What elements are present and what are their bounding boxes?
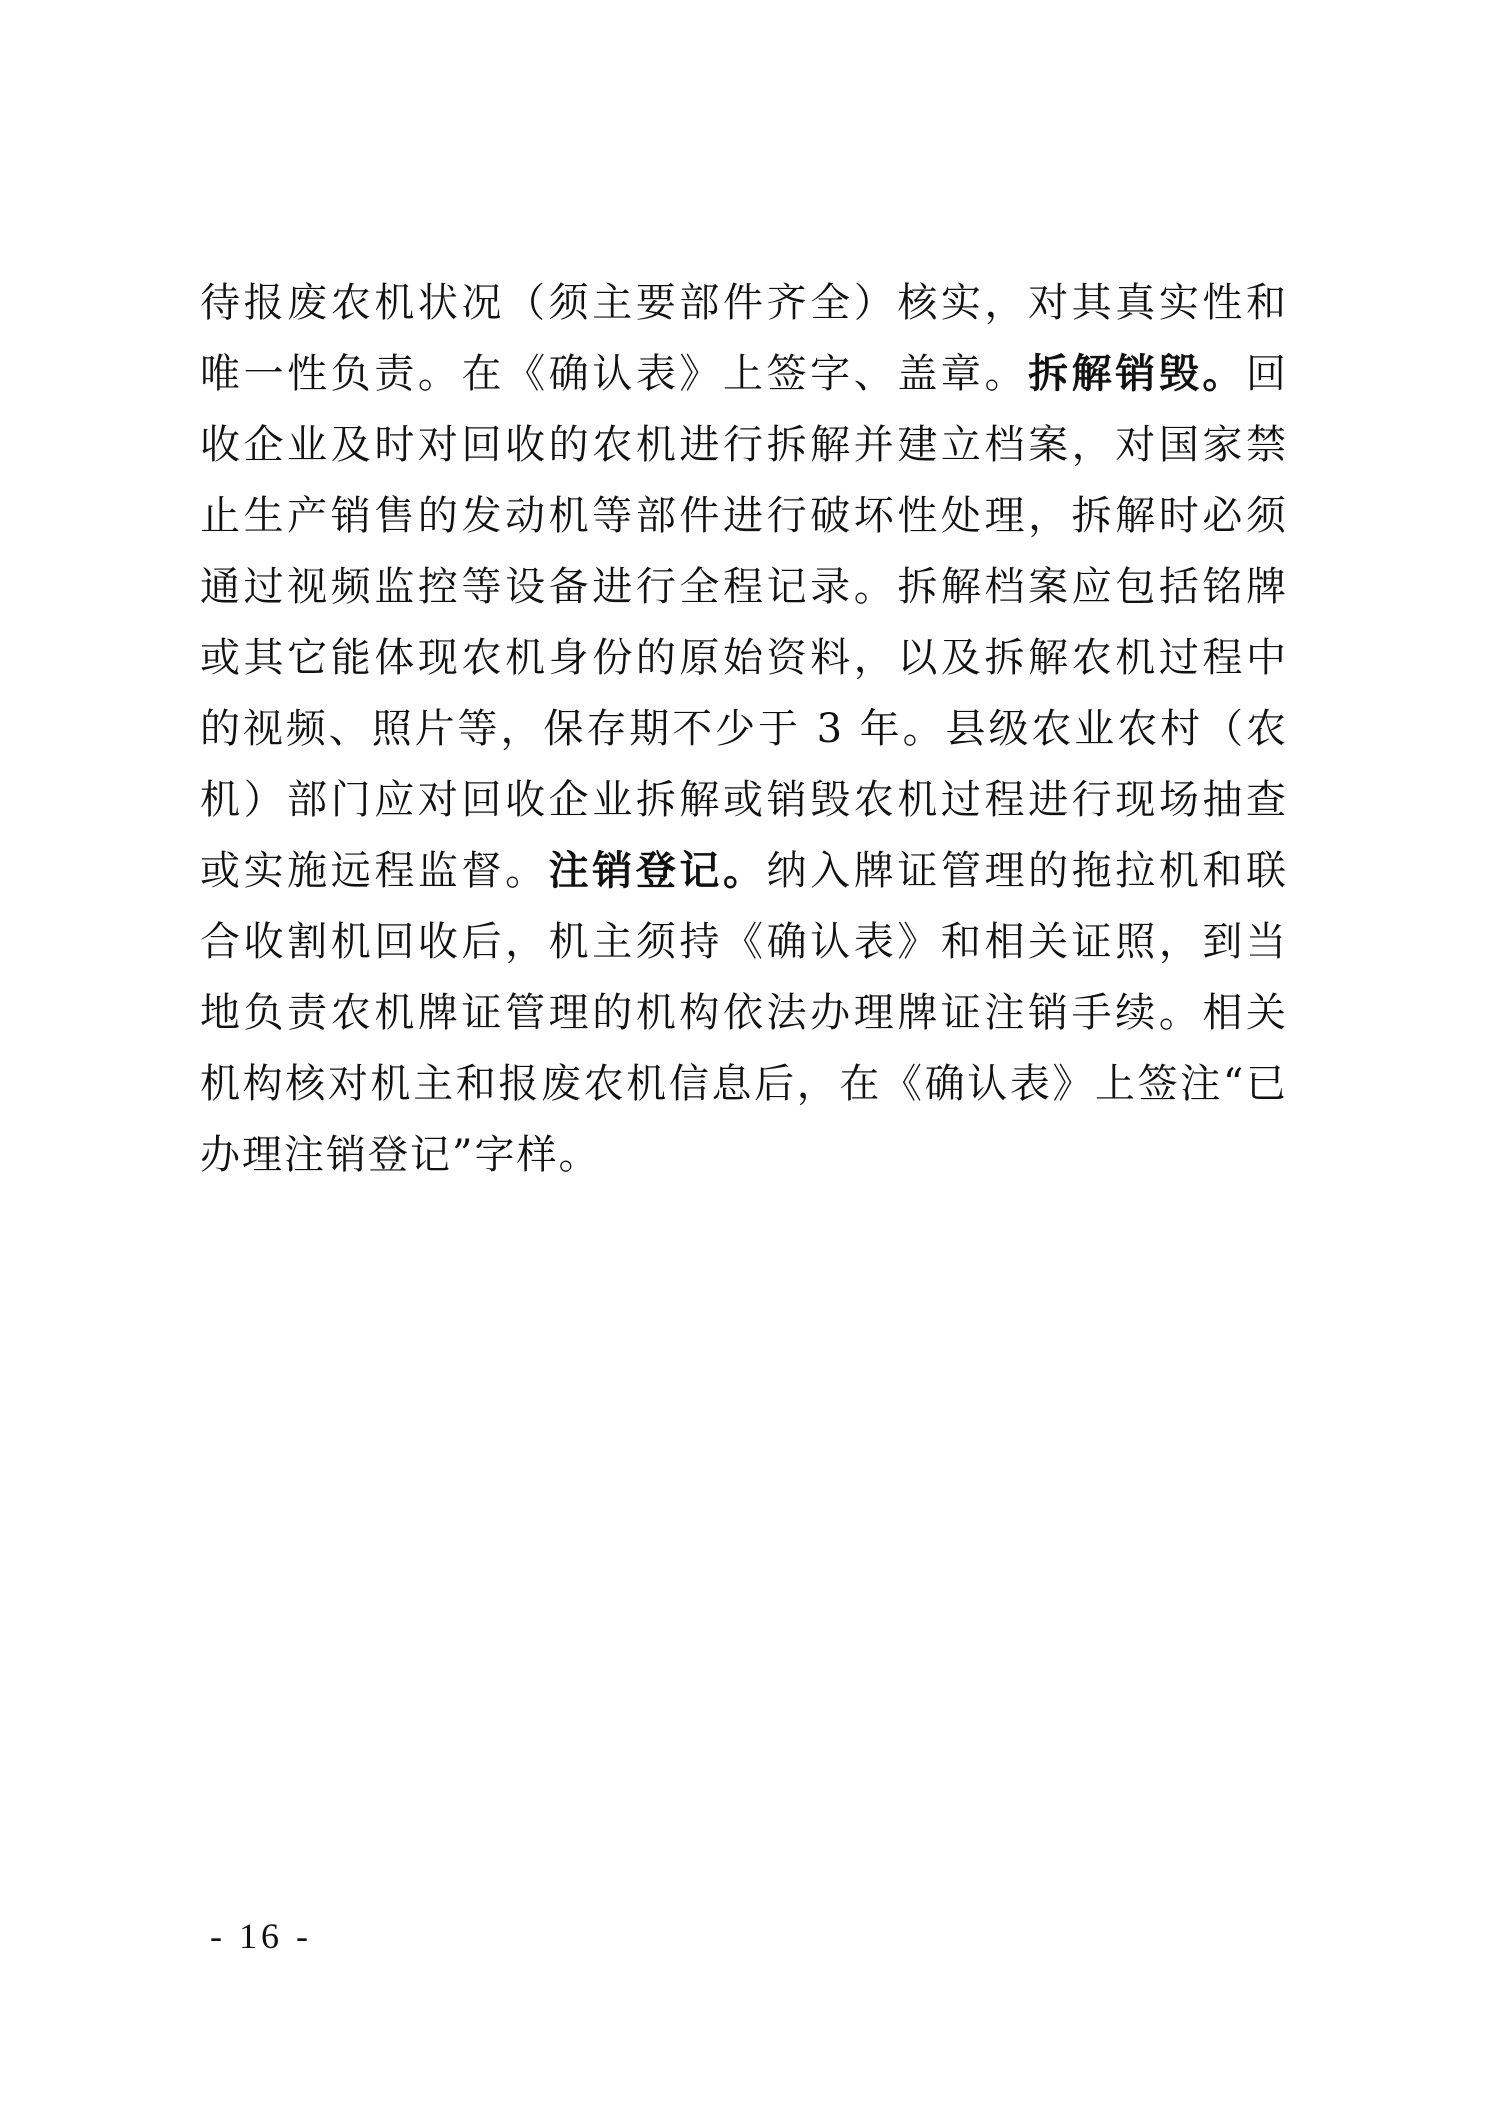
- paragraph-text: 待报废农机状况（须主要部件齐全）核实，对其真实性和唯一性负责。在《确认表》上签字、盖章。: [200, 280, 1288, 397]
- section-heading-deregistration: 注销登记。: [548, 848, 767, 894]
- body-paragraph: [200, 268, 1288, 1191]
- paragraph-text: 回收企业及时对回收的农机进行拆解并建立档案，对国家禁止生产销售的发动机等部件进行破坏性处理，拆解时必须通过视频监控等设备进行全程记录。拆解档案应包括铭牌或其它能体现农机身份的原始资料，以及拆解农机过程中的视频、照片等，保存期不少于 3 年。县级农业农村（农机）部门应对回收企业拆解或销毁农机过程进行现场抽查或实施远程监督。: [200, 351, 1289, 894]
- paragraph-text: 纳入牌证管理的拖拉机和联合收割机回收后，机主须持《确认表》和相关证照，到当地负责农机牌证管理的机构依法办理牌证注销手续。相关机构核对机主和报废农机信息后，在《确认表》上签注“已办理注销登记”字样。: [200, 848, 1289, 1178]
- page-number: - 16 -: [210, 1916, 312, 1956]
- section-heading-dismantle-destroy: 拆解销毁。: [1028, 351, 1247, 397]
